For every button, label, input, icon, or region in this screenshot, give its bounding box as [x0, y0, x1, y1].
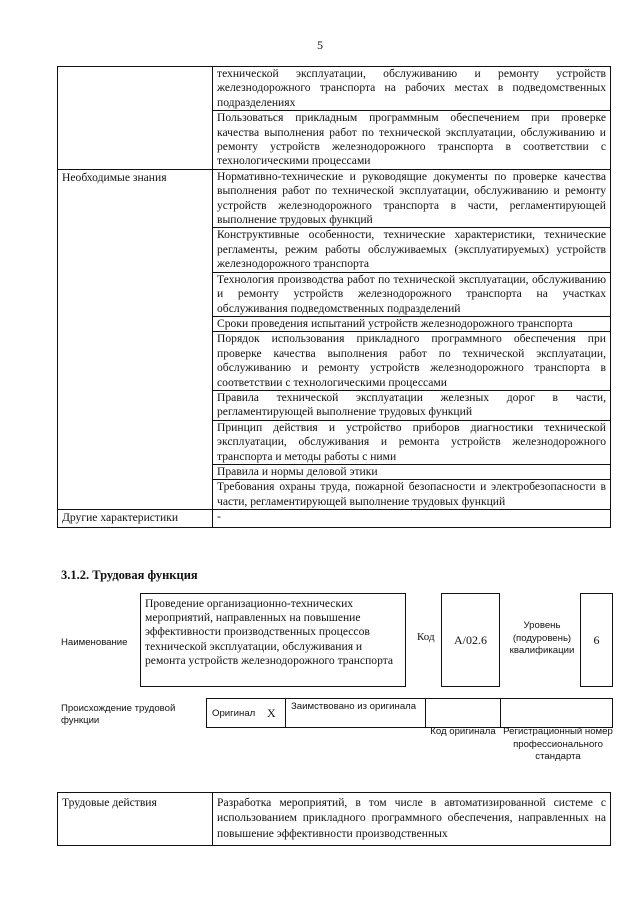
code-label: Код: [417, 631, 435, 643]
skills-label-cell: [58, 67, 213, 170]
borrowed-cell: Заимствовано из оригинала: [285, 698, 426, 728]
origin-code-cell: [425, 698, 501, 728]
function-code: A/02.6: [441, 593, 500, 687]
level-label: Уровень (подуровень) квалификации: [509, 620, 575, 656]
original-label: Оригинал: [212, 708, 256, 719]
actions-table: [57, 792, 611, 846]
origin-label: Происхождение трудовой функции: [61, 703, 176, 726]
code-origin-caption: Код оригинала: [430, 726, 496, 737]
name-label: Наименование: [61, 637, 128, 648]
actions-label: Трудовые действия: [58, 793, 213, 846]
other-label: Другие характеристики: [58, 510, 213, 527]
knowledge-cell: Сроки проведения испытаний устройств железнодорожного транспорта: [213, 316, 611, 331]
original-cell: [206, 698, 286, 728]
knowledge-cell: Принцип действия и устройство приборов диагностики технической эксплуатации, обслуживания и ремонта устройств железнодорожного транспорта и методы работы с ними: [213, 420, 611, 464]
knowledge-cell: Требования охраны труда, пожарной безопасности и электробезопасности в части, регламентирующей выполнение трудовых функций: [213, 480, 611, 510]
original-mark: X: [267, 706, 276, 720]
knowledge-cell: Конструктивные особенности, технические характеристики, технические регламенты, режим работы обслуживаемых (эксплуатируемых) устройств железнодорожного транспорта: [213, 228, 611, 272]
page-number: 5: [317, 38, 323, 52]
table-row: [58, 67, 611, 111]
table-row: [58, 793, 611, 846]
knowledge-label: Необходимые знания: [58, 169, 213, 509]
knowledge-cell: Технология производства работ по технической эксплуатации, обслуживанию и ремонту устройств железнодорожного транспорта на участках обслуживания подведомственных подразделений: [213, 272, 611, 316]
reg-number-caption: Регистрационный номер профессионального стандарта: [503, 726, 613, 762]
function-level: 6: [580, 593, 613, 687]
skill-cell: технической эксплуатации, обслуживанию и ремонту устройств железнодорожного транспорта на рабочих местах в подведомственных подразделениях: [213, 67, 611, 111]
section-title: 3.1.2. Трудовая функция: [61, 568, 198, 582]
skill-cell: Пользоваться прикладным программным обеспечением при проверке качества выполнения работ по технической эксплуатации, обслуживанию и ремонту устройств железнодорожного транспорта в соответствии с технологическими процессами: [213, 111, 611, 170]
knowledge-cell: Правила и нормы деловой этики: [213, 464, 611, 479]
other-value: -: [213, 510, 611, 527]
function-name: Проведение организационно-технических мероприятий, направленных на повышение эффективности производственных процессов технической эксплуатации, обслуживания и ремонта устройств железнодорожного транспорта: [140, 593, 406, 687]
knowledge-table: [57, 66, 611, 528]
knowledge-cell: Нормативно-технические и руководящие документы по проверке качества выполнения работ по технической эксплуатации, обслуживанию и ремонту устройств железнодорожного транспорта в части, регламентирующей выполнение трудовых функций: [213, 169, 611, 228]
actions-cell: Разработка мероприятий, в том числе в автоматизированной системе с использованием прикладного программного обеспечения, направленных на повышение эффективности производственных: [213, 793, 611, 846]
origin-reg-cell: [500, 698, 613, 728]
knowledge-cell: Правила технической эксплуатации железных дорог в части, регламентирующей выполнение трудовых функций: [213, 390, 611, 420]
knowledge-cell: Порядок использования прикладного программного обеспечения при проверке качества выполнения работ по технической эксплуатации, обслуживанию и ремонту устройств железнодорожного транспорта в соответствии с технологическими процессами: [213, 332, 611, 391]
table-row: [58, 510, 611, 527]
table-row: [58, 169, 611, 228]
